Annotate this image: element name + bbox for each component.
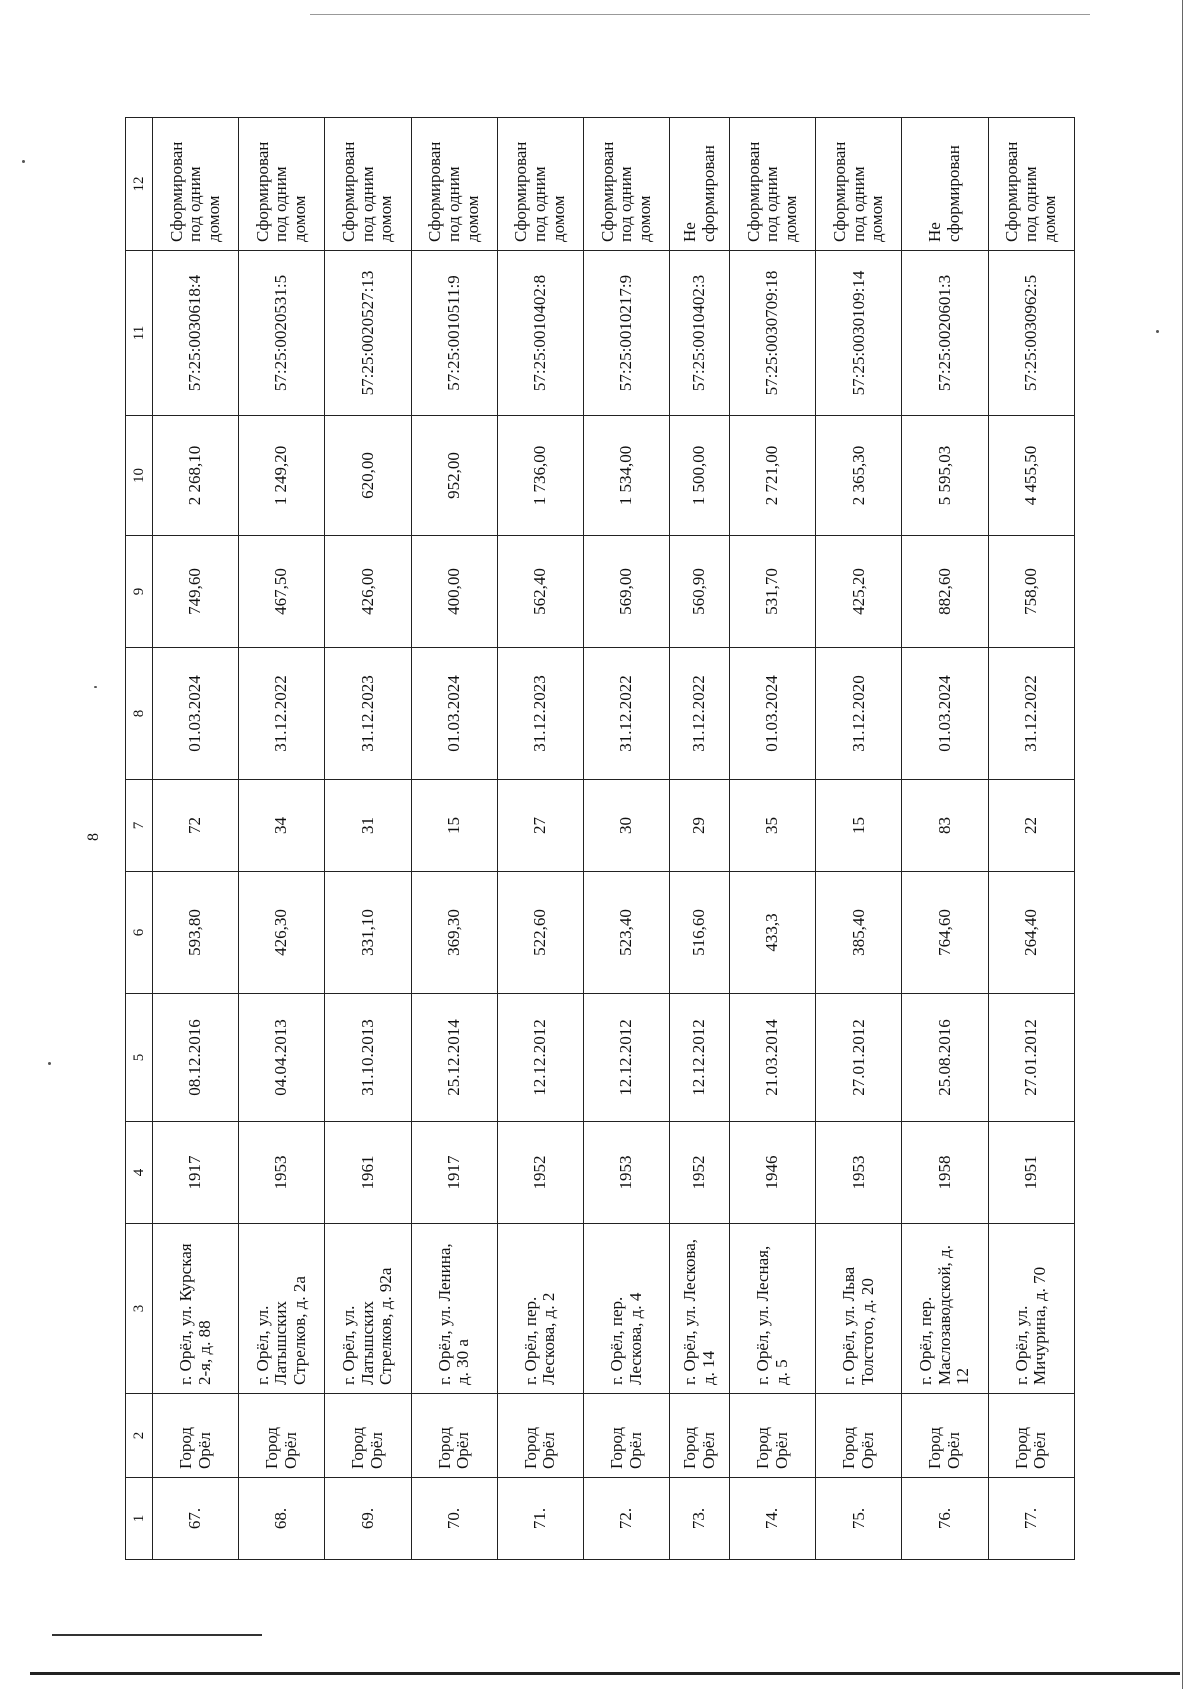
land-status-cell: Сформирован под одним домом (988, 118, 1074, 251)
municipality-cell: Город Орёл (584, 1394, 670, 1478)
land-area-cell: 2 268,10 (153, 416, 239, 536)
area-cell: 560,90 (670, 536, 730, 648)
cadastral-number-cell: 57:25:0030709:18 (730, 251, 816, 416)
address-cell: г. Орёл, ул. Лесная, д. 5 (730, 1224, 816, 1394)
count-cell: 15 (411, 780, 497, 872)
count-cell: 29 (670, 780, 730, 872)
area-cell: 593,80 (153, 872, 239, 994)
date-cell: 31.12.2020 (816, 648, 902, 780)
address-cell: г. Орёл, ул. Льва Толстого, д. 20 (816, 1224, 902, 1394)
column-number: 5 (126, 994, 153, 1122)
address-cell: г. Орёл, пер. Лескова, д. 4 (584, 1224, 670, 1394)
table-row (816, 118, 902, 1560)
page-number: 8 (85, 833, 102, 841)
footnote-line (52, 1634, 262, 1636)
scan-speck (48, 1062, 51, 1065)
table-row (153, 118, 239, 1560)
cadastral-number-cell: 57:25:0020527:13 (325, 251, 411, 416)
area-cell: 433,3 (730, 872, 816, 994)
column-number: 2 (126, 1394, 153, 1478)
land-area-cell: 2 721,00 (730, 416, 816, 536)
build-year-cell: 1953 (239, 1122, 325, 1224)
area-cell: 882,60 (902, 536, 988, 648)
area-cell: 516,60 (670, 872, 730, 994)
land-status-cell: Не сформирован (670, 118, 730, 251)
address-cell: г. Орёл, пер. Маслозаводской, д. 12 (902, 1224, 988, 1394)
build-year-cell: 1953 (816, 1122, 902, 1224)
row-number-cell: 75. (816, 1478, 902, 1560)
date-cell: 31.12.2022 (670, 648, 730, 780)
area-cell: 369,30 (411, 872, 497, 994)
table-row (988, 118, 1074, 1560)
land-area-cell: 2 365,30 (816, 416, 902, 536)
table-row (670, 118, 730, 1560)
row-number-cell: 68. (239, 1478, 325, 1560)
count-cell: 72 (153, 780, 239, 872)
address-cell: г. Орёл, ул. Лескова, д. 14 (670, 1224, 730, 1394)
table-row (325, 118, 411, 1560)
area-cell: 531,70 (730, 536, 816, 648)
municipality-cell: Город Орёл (239, 1394, 325, 1478)
cadastral-number-cell: 57:25:0030618:4 (153, 251, 239, 416)
date-cell: 21.03.2014 (730, 994, 816, 1122)
build-year-cell: 1917 (153, 1122, 239, 1224)
land-status-cell: Сформирован под одним домом (730, 118, 816, 251)
build-year-cell: 1917 (411, 1122, 497, 1224)
municipality-cell: Город Орёл (988, 1394, 1074, 1478)
date-cell: 31.10.2013 (325, 994, 411, 1122)
land-status-cell: Сформирован под одним домом (584, 118, 670, 251)
date-cell: 12.12.2012 (584, 994, 670, 1122)
land-area-cell: 1 500,00 (670, 416, 730, 536)
area-cell: 758,00 (988, 536, 1074, 648)
row-number-cell: 77. (988, 1478, 1074, 1560)
date-cell: 27.01.2012 (816, 994, 902, 1122)
row-number-cell: 74. (730, 1478, 816, 1560)
row-number-cell: 69. (325, 1478, 411, 1560)
land-status-cell: Сформирован под одним домом (239, 118, 325, 251)
municipality-cell: Город Орёл (902, 1394, 988, 1478)
table-row (730, 118, 816, 1560)
land-area-cell: 952,00 (411, 416, 497, 536)
municipality-cell: Город Орёл (670, 1394, 730, 1478)
date-cell: 12.12.2012 (670, 994, 730, 1122)
date-cell: 31.12.2023 (325, 648, 411, 780)
date-cell: 31.12.2022 (584, 648, 670, 780)
municipality-cell: Город Орёл (325, 1394, 411, 1478)
area-cell: 400,00 (411, 536, 497, 648)
count-cell: 31 (325, 780, 411, 872)
land-status-cell: Сформирован под одним домом (325, 118, 411, 251)
cadastral-number-cell: 57:25:0030109:14 (816, 251, 902, 416)
column-number: 6 (126, 872, 153, 994)
count-cell: 22 (988, 780, 1074, 872)
count-cell: 83 (902, 780, 988, 872)
count-cell: 34 (239, 780, 325, 872)
date-cell: 08.12.2016 (153, 994, 239, 1122)
scan-edge-top (310, 14, 1090, 15)
build-year-cell: 1951 (988, 1122, 1074, 1224)
land-area-cell: 4 455,50 (988, 416, 1074, 536)
column-number: 1 (126, 1478, 153, 1560)
build-year-cell: 1946 (730, 1122, 816, 1224)
address-cell: г. Орёл, ул. Латышских Стрелков, д. 92а (325, 1224, 411, 1394)
area-cell: 425,20 (816, 536, 902, 648)
table-body (153, 118, 1075, 1560)
rotated-table-container (125, 118, 1075, 1560)
cadastral-number-cell: 57:25:0030962:5 (988, 251, 1074, 416)
scan-speck (22, 160, 25, 163)
area-cell: 264,40 (988, 872, 1074, 994)
date-cell: 25.12.2014 (411, 994, 497, 1122)
municipality-cell: Город Орёл (497, 1394, 583, 1478)
address-cell: г. Орёл, ул. Ленина, д. 30 а (411, 1224, 497, 1394)
land-status-cell: Сформирован под одним домом (153, 118, 239, 251)
date-cell: 01.03.2024 (153, 648, 239, 780)
scan-speck (94, 686, 97, 688)
cadastral-number-cell: 57:25:0010402:3 (670, 251, 730, 416)
cadastral-number-cell: 57:25:0010511:9 (411, 251, 497, 416)
housing-registry-table-area (125, 118, 1075, 1560)
land-area-cell: 1 249,20 (239, 416, 325, 536)
address-cell: г. Орёл, ул. Курская 2-я, д. 88 (153, 1224, 239, 1394)
scan-edge-bottom (30, 1672, 1180, 1675)
area-cell: 467,50 (239, 536, 325, 648)
area-cell: 523,40 (584, 872, 670, 994)
column-number: 9 (126, 536, 153, 648)
municipality-cell: Город Орёл (153, 1394, 239, 1478)
row-number-cell: 70. (411, 1478, 497, 1560)
land-area-cell: 1 736,00 (497, 416, 583, 536)
row-number-cell: 76. (902, 1478, 988, 1560)
build-year-cell: 1961 (325, 1122, 411, 1224)
build-year-cell: 1953 (584, 1122, 670, 1224)
column-number: 4 (126, 1122, 153, 1224)
cadastral-number-cell: 57:25:0010217:9 (584, 251, 670, 416)
scan-edge-right (1182, 0, 1183, 1689)
table-row (584, 118, 670, 1560)
address-cell: г. Орёл, ул. Мичурина, д. 70 (988, 1224, 1074, 1394)
column-number: 12 (126, 118, 153, 251)
date-cell: 01.03.2024 (730, 648, 816, 780)
build-year-cell: 1952 (670, 1122, 730, 1224)
date-cell: 31.12.2022 (239, 648, 325, 780)
cadastral-number-cell: 57:25:0010402:8 (497, 251, 583, 416)
date-cell: 04.04.2013 (239, 994, 325, 1122)
date-cell: 27.01.2012 (988, 994, 1074, 1122)
count-cell: 15 (816, 780, 902, 872)
land-status-cell: Сформирован под одним домом (497, 118, 583, 251)
land-status-cell: Сформирован под одним домом (411, 118, 497, 251)
area-cell: 385,40 (816, 872, 902, 994)
land-area-cell: 620,00 (325, 416, 411, 536)
column-number-row (126, 118, 153, 1560)
address-cell: г. Орёл, пер. Лескова, д. 2 (497, 1224, 583, 1394)
column-number: 10 (126, 416, 153, 536)
column-number: 7 (126, 780, 153, 872)
build-year-cell: 1958 (902, 1122, 988, 1224)
count-cell: 30 (584, 780, 670, 872)
area-cell: 749,60 (153, 536, 239, 648)
row-number-cell: 73. (670, 1478, 730, 1560)
date-cell: 01.03.2024 (902, 648, 988, 780)
land-area-cell: 1 534,00 (584, 416, 670, 536)
row-number-cell: 67. (153, 1478, 239, 1560)
land-status-cell: Не сформирован (902, 118, 988, 251)
area-cell: 764,60 (902, 872, 988, 994)
area-cell: 562,40 (497, 536, 583, 648)
scan-speck (1156, 330, 1159, 333)
table-row (902, 118, 988, 1560)
housing-registry-table (125, 117, 1075, 1560)
count-cell: 35 (730, 780, 816, 872)
date-cell: 31.12.2022 (988, 648, 1074, 780)
date-cell: 25.08.2016 (902, 994, 988, 1122)
table-row (411, 118, 497, 1560)
date-cell: 31.12.2023 (497, 648, 583, 780)
row-number-cell: 72. (584, 1478, 670, 1560)
table-row (497, 118, 583, 1560)
cadastral-number-cell: 57:25:0020601:3 (902, 251, 988, 416)
address-cell: г. Орёл, ул. Латышских Стрелков, д. 2а (239, 1224, 325, 1394)
column-number: 8 (126, 648, 153, 780)
municipality-cell: Город Орёл (411, 1394, 497, 1478)
land-status-cell: Сформирован под одним домом (816, 118, 902, 251)
table-row (239, 118, 325, 1560)
column-number: 3 (126, 1224, 153, 1394)
municipality-cell: Город Орёл (816, 1394, 902, 1478)
cadastral-number-cell: 57:25:0020531:5 (239, 251, 325, 416)
area-cell: 522,60 (497, 872, 583, 994)
build-year-cell: 1952 (497, 1122, 583, 1224)
date-cell: 12.12.2012 (497, 994, 583, 1122)
column-number: 11 (126, 251, 153, 416)
count-cell: 27 (497, 780, 583, 872)
land-area-cell: 5 595,03 (902, 416, 988, 536)
row-number-cell: 71. (497, 1478, 583, 1560)
municipality-cell: Город Орёл (730, 1394, 816, 1478)
area-cell: 426,30 (239, 872, 325, 994)
date-cell: 01.03.2024 (411, 648, 497, 780)
area-cell: 426,00 (325, 536, 411, 648)
area-cell: 569,00 (584, 536, 670, 648)
area-cell: 331,10 (325, 872, 411, 994)
